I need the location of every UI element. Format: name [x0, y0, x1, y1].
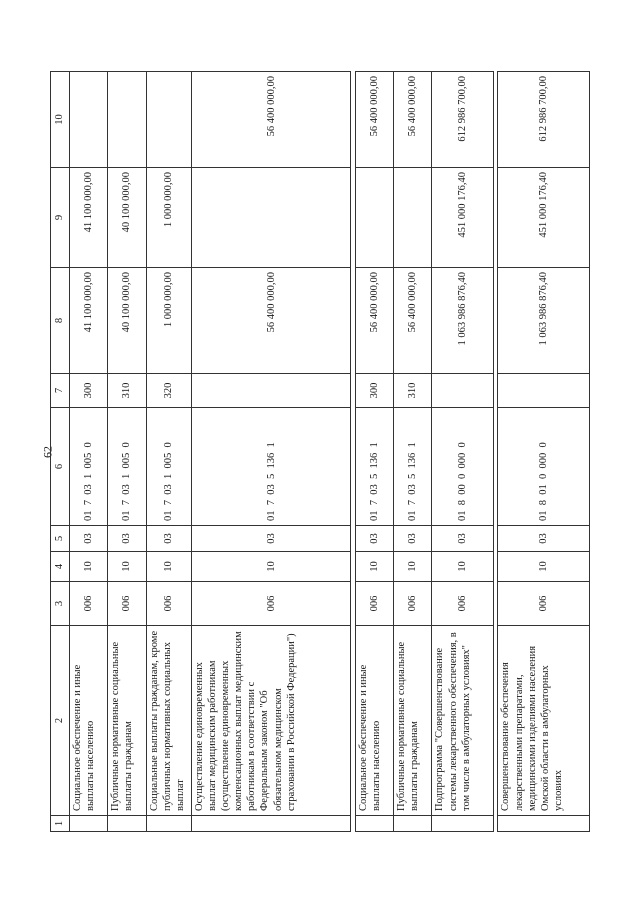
cell-c5: 03 [70, 526, 108, 552]
cell-index [146, 816, 191, 832]
cell-c10: 56 400 000,00 [191, 72, 351, 168]
table-row [70, 72, 108, 832]
cell-c3: 006 [355, 582, 393, 626]
table-row [146, 72, 191, 832]
cell-c9: 1 000 000,00 [146, 168, 191, 268]
cell-index [108, 816, 146, 832]
cell-c4: 10 [432, 552, 494, 582]
header-cell: 4 [51, 552, 70, 582]
cell-c6: 01 7 03 1 005 0 [108, 408, 146, 526]
cell-name: Публичные нормативные социальные выплаты гражданам [394, 626, 432, 816]
header-cell: 9 [51, 168, 70, 268]
cell-c3: 006 [432, 582, 494, 626]
cell-c9: 40 100 000,00 [108, 168, 146, 268]
cell-c7: 310 [108, 374, 146, 408]
cell-index [432, 816, 494, 832]
rotated-page [50, 72, 590, 832]
cell-c6: 01 7 03 5 136 1 [394, 408, 432, 526]
cell-c7 [191, 374, 351, 408]
cell-c9 [394, 168, 432, 268]
cell-c4: 10 [70, 552, 108, 582]
cell-c10 [70, 72, 108, 168]
cell-index [498, 816, 590, 832]
header-cell: 10 [51, 72, 70, 168]
cell-c8: 56 400 000,00 [394, 268, 432, 374]
table-row [498, 72, 590, 832]
cell-c3: 006 [394, 582, 432, 626]
cell-c4: 10 [498, 552, 590, 582]
cell-c3: 006 [146, 582, 191, 626]
cell-c7 [498, 374, 590, 408]
header-cell: 3 [51, 582, 70, 626]
cell-c3: 006 [191, 582, 351, 626]
cell-c3: 006 [498, 582, 590, 626]
cell-c6: 01 7 03 5 136 1 [355, 408, 393, 526]
cell-c5: 03 [432, 526, 494, 552]
table-row [108, 72, 146, 832]
budget-table [50, 71, 590, 832]
cell-name: Осуществление единовременных выплат медицинским работникам (осуществление единовременных компенсационных выплат медицинским работникам в соответствии с Федеральным законом "Об обязательном медицинском страховании в Российской Федерации") [191, 626, 351, 816]
cell-c9: 451 000 176,40 [498, 168, 590, 268]
cell-c6: 01 7 03 1 005 0 [70, 408, 108, 526]
cell-name: Социальное обеспечение и иные выплаты населению [355, 626, 393, 816]
cell-c8: 40 100 000,00 [108, 268, 146, 374]
cell-c10: 612 986 700,00 [498, 72, 590, 168]
header-row [51, 72, 70, 832]
cell-c4: 10 [191, 552, 351, 582]
cell-c4: 10 [108, 552, 146, 582]
cell-c10 [108, 72, 146, 168]
cell-name: Подпрограмма "Совершенствование системы лекарственного обеспечения, в том числе в амбулаторных условиях" [432, 626, 494, 816]
cell-c7: 300 [70, 374, 108, 408]
cell-c7: 310 [394, 374, 432, 408]
header-cell: 6 [51, 408, 70, 526]
table-row [432, 72, 494, 832]
cell-c8: 1 000 000,00 [146, 268, 191, 374]
cell-c6: 01 7 03 1 005 0 [146, 408, 191, 526]
cell-index [355, 816, 393, 832]
cell-c5: 03 [355, 526, 393, 552]
cell-name: Социальные выплаты гражданам, кроме публичных нормативных социальных выплат [146, 626, 191, 816]
cell-c8: 56 400 000,00 [355, 268, 393, 374]
cell-c4: 10 [394, 552, 432, 582]
cell-c8: 56 400 000,00 [191, 268, 351, 374]
cell-c9 [191, 168, 351, 268]
cell-c10: 612 986 700,00 [432, 72, 494, 168]
table-row [191, 72, 351, 832]
page-number: 62 [40, 446, 55, 458]
cell-c7: 320 [146, 374, 191, 408]
cell-c6: 01 8 00 0 000 0 [432, 408, 494, 526]
cell-c3: 006 [70, 582, 108, 626]
cell-c6: 01 7 03 5 136 1 [191, 408, 351, 526]
cell-c5: 03 [108, 526, 146, 552]
header-cell: 1 [51, 816, 70, 832]
header-cell: 5 [51, 526, 70, 552]
table-row [355, 72, 393, 832]
cell-index [191, 816, 351, 832]
cell-c5: 03 [146, 526, 191, 552]
cell-name: Совершенствование обеспечения лекарственными препаратами, медицинскими изделиями населения Омской области в амбулаторных условиях [498, 626, 590, 816]
cell-c7: 300 [355, 374, 393, 408]
cell-c5: 03 [394, 526, 432, 552]
cell-c10: 56 400 000,00 [355, 72, 393, 168]
header-cell: 2 [51, 626, 70, 816]
table-row [394, 72, 432, 832]
cell-c8: 41 100 000,00 [70, 268, 108, 374]
cell-c5: 03 [191, 526, 351, 552]
cell-name: Социальное обеспечение и иные выплаты населению [70, 626, 108, 816]
cell-c9 [355, 168, 393, 268]
cell-c10 [146, 72, 191, 168]
cell-c6: 01 8 01 0 000 0 [498, 408, 590, 526]
cell-name: Публичные нормативные социальные выплаты гражданам [108, 626, 146, 816]
cell-c3: 006 [108, 582, 146, 626]
cell-c8: 1 063 986 876,40 [498, 268, 590, 374]
cell-c9: 451 000 176,40 [432, 168, 494, 268]
cell-c7 [432, 374, 494, 408]
cell-c9: 41 100 000,00 [70, 168, 108, 268]
header-cell: 8 [51, 268, 70, 374]
cell-index [70, 816, 108, 832]
header-cell: 7 [51, 374, 70, 408]
cell-c5: 03 [498, 526, 590, 552]
cell-c8: 1 063 986 876,40 [432, 268, 494, 374]
cell-c4: 10 [146, 552, 191, 582]
cell-c10: 56 400 000,00 [394, 72, 432, 168]
cell-index [394, 816, 432, 832]
cell-c4: 10 [355, 552, 393, 582]
